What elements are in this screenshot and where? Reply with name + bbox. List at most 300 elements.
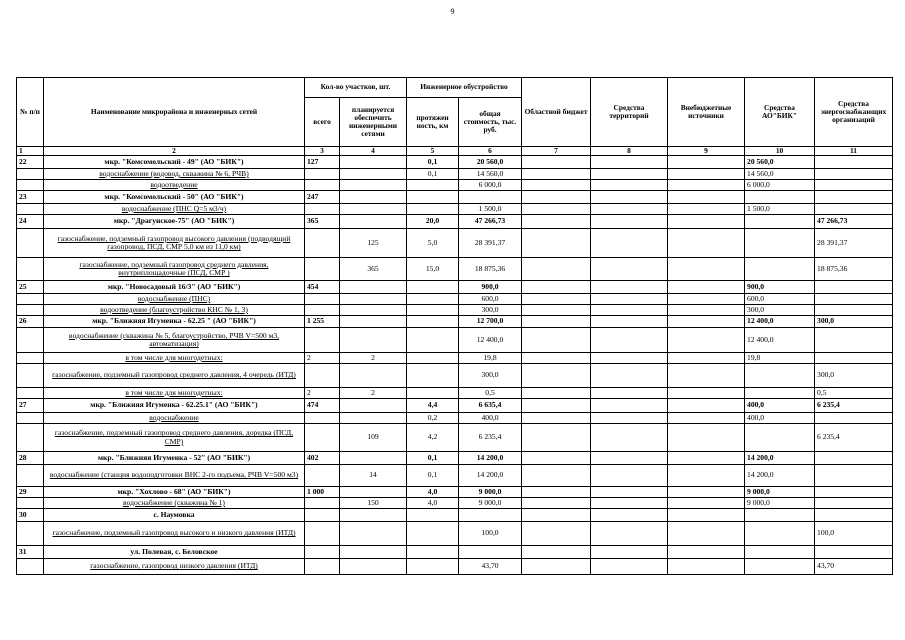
row-number xyxy=(17,328,44,353)
total-cost: 43,70 xyxy=(459,559,522,575)
bik-funds xyxy=(745,191,815,204)
length-km xyxy=(407,353,459,364)
sites-total xyxy=(305,424,340,452)
sites-planned: 2 xyxy=(340,353,407,364)
row-number xyxy=(17,465,44,487)
offbudget-funds xyxy=(668,229,745,258)
sites-total xyxy=(305,229,340,258)
row-number xyxy=(17,229,44,258)
header-regional-budget: Областной бюджет xyxy=(522,78,591,147)
offbudget-funds xyxy=(668,305,745,316)
total-cost: 18 875,36 xyxy=(459,258,522,281)
sites-planned xyxy=(340,180,407,191)
length-km: 4,0 xyxy=(407,487,459,498)
bik-funds xyxy=(745,522,815,546)
supplier-funds xyxy=(815,498,893,509)
bik-funds: 14 200,0 xyxy=(745,452,815,465)
offbudget-funds xyxy=(668,204,745,215)
row-name: газоснабжение, газопровод низкого давления (ИТД) xyxy=(44,559,305,575)
supplier-funds xyxy=(815,353,893,364)
district-row xyxy=(17,215,893,229)
row-number: 30 xyxy=(17,509,44,522)
offbudget-funds xyxy=(668,487,745,498)
sites-total xyxy=(305,522,340,546)
row-name: водоснабжение (ПНС) xyxy=(44,294,305,305)
column-numbers-row xyxy=(17,147,893,156)
row-number xyxy=(17,424,44,452)
offbudget-funds xyxy=(668,328,745,353)
supplier-funds: 300,0 xyxy=(815,364,893,388)
bik-funds: 14 200,0 xyxy=(745,465,815,487)
sites-planned xyxy=(340,509,407,522)
offbudget-funds xyxy=(668,399,745,413)
row-name: мкр. "Драгунское-75" (АО "БИК") xyxy=(44,215,305,229)
total-cost: 900,0 xyxy=(459,281,522,294)
offbudget-funds xyxy=(668,169,745,180)
offbudget-funds xyxy=(668,156,745,169)
regional-budget xyxy=(522,546,591,559)
total-cost: 6 000,0 xyxy=(459,180,522,191)
financing-table xyxy=(16,77,893,575)
bik-funds: 12 400,0 xyxy=(745,328,815,353)
row-name: газоснабжение, подземный газопровод среднего давления, доредка (ПСД, СМР) xyxy=(44,424,305,452)
bik-funds: 400,0 xyxy=(745,413,815,424)
length-km xyxy=(407,316,459,328)
offbudget-funds xyxy=(668,364,745,388)
column-number: 6 xyxy=(459,147,522,156)
length-km: 0,1 xyxy=(407,452,459,465)
supplier-funds: 28 391,37 xyxy=(815,229,893,258)
sites-total: 1 000 xyxy=(305,487,340,498)
row-name: в том числе для многодетных: xyxy=(44,353,305,364)
supplier-funds xyxy=(815,156,893,169)
sites-total: 454 xyxy=(305,281,340,294)
row-number: 27 xyxy=(17,399,44,413)
length-km: 4,4 xyxy=(407,399,459,413)
network-row xyxy=(17,169,893,180)
supplier-funds: 100,0 xyxy=(815,522,893,546)
row-number xyxy=(17,364,44,388)
row-number: 24 xyxy=(17,215,44,229)
network-row xyxy=(17,204,893,215)
row-number xyxy=(17,169,44,180)
territory-funds xyxy=(591,305,668,316)
district-row xyxy=(17,281,893,294)
total-cost: 19,8 xyxy=(459,353,522,364)
regional-budget xyxy=(522,498,591,509)
regional-budget xyxy=(522,180,591,191)
row-name: водоснабжение (ПНС Q=5 м3/ч) xyxy=(44,204,305,215)
territory-funds xyxy=(591,487,668,498)
supplier-funds xyxy=(815,546,893,559)
bik-funds xyxy=(745,509,815,522)
regional-budget xyxy=(522,388,591,399)
length-km: 4,2 xyxy=(407,424,459,452)
column-number: 10 xyxy=(745,147,815,156)
regional-budget xyxy=(522,281,591,294)
header-name: Наименование микрорайона и инженерных сетей xyxy=(44,78,305,147)
column-number: 7 xyxy=(522,147,591,156)
sites-total xyxy=(305,509,340,522)
length-km xyxy=(407,522,459,546)
row-name: водоснабжение (скважина № 1) xyxy=(44,498,305,509)
length-km xyxy=(407,180,459,191)
network-row xyxy=(17,305,893,316)
supplier-funds xyxy=(815,509,893,522)
column-number: 5 xyxy=(407,147,459,156)
total-cost: 100,0 xyxy=(459,522,522,546)
bik-funds: 9 000,0 xyxy=(745,498,815,509)
bik-funds: 19,8 xyxy=(745,353,815,364)
territory-funds xyxy=(591,498,668,509)
header-total-cost: общая стоимость, тыс. руб. xyxy=(459,98,522,147)
sites-planned: 125 xyxy=(340,229,407,258)
offbudget-funds xyxy=(668,191,745,204)
bik-funds xyxy=(745,215,815,229)
row-name: мкр. "Ближняя Игуменка - 62.25.1" (АО "БИК") xyxy=(44,399,305,413)
row-name: газоснабжение, подземный газопровод высокого и низкого давления (ИТД) xyxy=(44,522,305,546)
regional-budget xyxy=(522,229,591,258)
network-row xyxy=(17,465,893,487)
header-offbudget: Внебюджетные источники xyxy=(668,78,745,147)
supplier-funds: 47 266,73 xyxy=(815,215,893,229)
row-number: 25 xyxy=(17,281,44,294)
row-name: газоснабжение, подземный газопровод среднего давления, внутриплощадочные (ПСД, СМР ) xyxy=(44,258,305,281)
total-cost: 300,0 xyxy=(459,305,522,316)
regional-budget xyxy=(522,509,591,522)
header-supplier-funds: Средства энергоснабжающих организаций xyxy=(815,78,893,147)
length-km: 5,0 xyxy=(407,229,459,258)
sites-planned xyxy=(340,305,407,316)
network-row xyxy=(17,328,893,353)
territory-funds xyxy=(591,156,668,169)
length-km xyxy=(407,294,459,305)
offbudget-funds xyxy=(668,281,745,294)
supplier-funds xyxy=(815,413,893,424)
sites-total xyxy=(305,328,340,353)
territory-funds xyxy=(591,316,668,328)
territory-funds xyxy=(591,388,668,399)
territory-funds xyxy=(591,399,668,413)
length-km: 4,0 xyxy=(407,498,459,509)
regional-budget xyxy=(522,215,591,229)
territory-funds xyxy=(591,229,668,258)
length-km: 0,2 xyxy=(407,413,459,424)
supplier-funds xyxy=(815,204,893,215)
network-row xyxy=(17,559,893,575)
offbudget-funds xyxy=(668,215,745,229)
row-number xyxy=(17,353,44,364)
bik-funds xyxy=(745,388,815,399)
sites-planned: 109 xyxy=(340,424,407,452)
row-name: водоснабжение (скважина № 5, благоустройство, РЧВ V=500 м3, автоматизация) xyxy=(44,328,305,353)
regional-budget xyxy=(522,156,591,169)
territory-funds xyxy=(591,546,668,559)
header-engineering-group: Инженерное обустройство xyxy=(407,78,522,98)
table-body xyxy=(17,156,893,575)
network-row xyxy=(17,180,893,191)
total-cost: 300,0 xyxy=(459,364,522,388)
row-number xyxy=(17,258,44,281)
row-number xyxy=(17,413,44,424)
supplier-funds xyxy=(815,328,893,353)
offbudget-funds xyxy=(668,316,745,328)
bik-funds: 12 400,0 xyxy=(745,316,815,328)
sites-planned: 150 xyxy=(340,498,407,509)
territory-funds xyxy=(591,328,668,353)
header-bik-funds: Средства АО"БИК" xyxy=(745,78,815,147)
territory-funds xyxy=(591,191,668,204)
total-cost xyxy=(459,546,522,559)
sites-planned xyxy=(340,399,407,413)
territory-funds xyxy=(591,364,668,388)
total-cost xyxy=(459,509,522,522)
offbudget-funds xyxy=(668,465,745,487)
regional-budget xyxy=(522,169,591,180)
district-row xyxy=(17,156,893,169)
total-cost: 1 500,0 xyxy=(459,204,522,215)
territory-funds xyxy=(591,294,668,305)
offbudget-funds xyxy=(668,498,745,509)
row-name: водоотведение (благоустройство КНС № 1, 3) xyxy=(44,305,305,316)
sites-planned xyxy=(340,294,407,305)
length-km xyxy=(407,559,459,575)
row-number xyxy=(17,522,44,546)
territory-funds xyxy=(591,509,668,522)
bik-funds xyxy=(745,424,815,452)
sites-planned: 14 xyxy=(340,465,407,487)
supplier-funds xyxy=(815,294,893,305)
offbudget-funds xyxy=(668,353,745,364)
supplier-funds xyxy=(815,487,893,498)
sites-total xyxy=(305,258,340,281)
offbudget-funds xyxy=(668,559,745,575)
row-number xyxy=(17,294,44,305)
regional-budget xyxy=(522,465,591,487)
network-row xyxy=(17,424,893,452)
length-km xyxy=(407,191,459,204)
territory-funds xyxy=(591,215,668,229)
bik-funds xyxy=(745,546,815,559)
sites-planned xyxy=(340,204,407,215)
offbudget-funds xyxy=(668,546,745,559)
row-number xyxy=(17,305,44,316)
page-number: 9 xyxy=(450,7,455,16)
sites-total xyxy=(305,294,340,305)
supplier-funds: 43,70 xyxy=(815,559,893,575)
row-number: 22 xyxy=(17,156,44,169)
sites-planned xyxy=(340,191,407,204)
total-cost: 600,0 xyxy=(459,294,522,305)
regional-budget xyxy=(522,413,591,424)
row-number: 29 xyxy=(17,487,44,498)
sites-planned xyxy=(340,281,407,294)
supplier-funds xyxy=(815,281,893,294)
supplier-funds xyxy=(815,452,893,465)
total-cost: 0,5 xyxy=(459,388,522,399)
regional-budget xyxy=(522,452,591,465)
regional-budget xyxy=(522,258,591,281)
network-row xyxy=(17,258,893,281)
total-cost: 9 000,0 xyxy=(459,487,522,498)
network-row xyxy=(17,294,893,305)
district-row xyxy=(17,509,893,522)
regional-budget xyxy=(522,522,591,546)
supplier-funds xyxy=(815,180,893,191)
sites-planned xyxy=(340,546,407,559)
network-row xyxy=(17,364,893,388)
bik-funds xyxy=(745,229,815,258)
offbudget-funds xyxy=(668,424,745,452)
regional-budget xyxy=(522,305,591,316)
offbudget-funds xyxy=(668,452,745,465)
sites-total: 474 xyxy=(305,399,340,413)
regional-budget xyxy=(522,316,591,328)
bik-funds xyxy=(745,258,815,281)
network-row xyxy=(17,413,893,424)
bik-funds: 600,0 xyxy=(745,294,815,305)
territory-funds xyxy=(591,465,668,487)
sites-total xyxy=(305,204,340,215)
total-cost: 47 266,73 xyxy=(459,215,522,229)
district-row xyxy=(17,487,893,498)
header-territory-funds: Средства территорий xyxy=(591,78,668,147)
supplier-funds: 18 875,36 xyxy=(815,258,893,281)
district-row xyxy=(17,452,893,465)
district-row xyxy=(17,316,893,328)
row-name: мкр. "Ближняя Игуменка - 52" (АО "БИК") xyxy=(44,452,305,465)
row-number xyxy=(17,559,44,575)
sites-total xyxy=(305,169,340,180)
territory-funds xyxy=(591,522,668,546)
total-cost: 9 000,0 xyxy=(459,498,522,509)
sites-total xyxy=(305,498,340,509)
bik-funds: 400,0 xyxy=(745,399,815,413)
regional-budget xyxy=(522,294,591,305)
territory-funds xyxy=(591,281,668,294)
row-number: 23 xyxy=(17,191,44,204)
length-km: 0,1 xyxy=(407,156,459,169)
sites-total xyxy=(305,180,340,191)
total-cost: 14 200,0 xyxy=(459,452,522,465)
sites-planned: 2 xyxy=(340,388,407,399)
bik-funds: 14 560,0 xyxy=(745,169,815,180)
row-number: 26 xyxy=(17,316,44,328)
sites-total: 127 xyxy=(305,156,340,169)
bik-funds xyxy=(745,364,815,388)
column-number: 2 xyxy=(44,147,305,156)
offbudget-funds xyxy=(668,388,745,399)
row-name: водоснабжение (водовод, скважина № 6, РЧВ) xyxy=(44,169,305,180)
column-number: 4 xyxy=(340,147,407,156)
sites-planned xyxy=(340,215,407,229)
regional-budget xyxy=(522,487,591,498)
bik-funds: 9 000,0 xyxy=(745,487,815,498)
network-row xyxy=(17,388,893,399)
regional-budget xyxy=(522,559,591,575)
length-km xyxy=(407,364,459,388)
sites-planned xyxy=(340,364,407,388)
length-km: 15,0 xyxy=(407,258,459,281)
sites-planned xyxy=(340,316,407,328)
row-name: мкр. "Хохлово - 68" (АО "БИК") xyxy=(44,487,305,498)
total-cost: 14 200,0 xyxy=(459,465,522,487)
sites-total xyxy=(305,559,340,575)
regional-budget xyxy=(522,424,591,452)
row-name: газоснабжение, подземный газопровод среднего давления, 4 очередь (ИТД) xyxy=(44,364,305,388)
total-cost xyxy=(459,191,522,204)
length-km xyxy=(407,388,459,399)
row-number xyxy=(17,180,44,191)
sites-total: 247 xyxy=(305,191,340,204)
offbudget-funds xyxy=(668,294,745,305)
header-num: № п/п xyxy=(17,78,44,147)
network-row xyxy=(17,498,893,509)
row-number xyxy=(17,388,44,399)
bik-funds: 6 000,0 xyxy=(745,180,815,191)
total-cost: 400,0 xyxy=(459,413,522,424)
supplier-funds xyxy=(815,305,893,316)
regional-budget xyxy=(522,364,591,388)
total-cost: 14 560,0 xyxy=(459,169,522,180)
sites-planned xyxy=(340,522,407,546)
sites-total: 1 255 xyxy=(305,316,340,328)
header-sites-group: Кол-во участков, шт. xyxy=(305,78,407,98)
sites-total xyxy=(305,364,340,388)
territory-funds xyxy=(591,258,668,281)
sites-planned xyxy=(340,559,407,575)
offbudget-funds xyxy=(668,413,745,424)
sites-total: 402 xyxy=(305,452,340,465)
sites-total xyxy=(305,413,340,424)
sites-total xyxy=(305,465,340,487)
bik-funds: 20 560,0 xyxy=(745,156,815,169)
territory-funds xyxy=(591,180,668,191)
sites-planned: 365 xyxy=(340,258,407,281)
column-number: 1 xyxy=(17,147,44,156)
offbudget-funds xyxy=(668,522,745,546)
supplier-funds xyxy=(815,191,893,204)
territory-funds xyxy=(591,424,668,452)
regional-budget xyxy=(522,204,591,215)
offbudget-funds xyxy=(668,180,745,191)
row-name: с. Наумовка xyxy=(44,509,305,522)
row-name: мкр. "Новосадовый 16/3" (АО "БИК") xyxy=(44,281,305,294)
supplier-funds: 0,5 xyxy=(815,388,893,399)
length-km: 0,1 xyxy=(407,169,459,180)
territory-funds xyxy=(591,353,668,364)
district-row xyxy=(17,399,893,413)
column-number: 8 xyxy=(591,147,668,156)
bik-funds: 900,0 xyxy=(745,281,815,294)
sites-total xyxy=(305,546,340,559)
row-name: мкр. "Ближняя Игуменка - 62.25 " (АО "БИК") xyxy=(44,316,305,328)
sites-planned xyxy=(340,487,407,498)
bik-funds xyxy=(745,559,815,575)
row-name: водоснабжение (станция водоподготовки ВНС 2-го подъема, РЧВ V=500 м3) xyxy=(44,465,305,487)
sites-total: 2 xyxy=(305,388,340,399)
territory-funds xyxy=(591,169,668,180)
row-number xyxy=(17,204,44,215)
row-name: мкр. "Комсомольский - 49" (АО "БИК") xyxy=(44,156,305,169)
territory-funds xyxy=(591,452,668,465)
offbudget-funds xyxy=(668,509,745,522)
length-km xyxy=(407,305,459,316)
regional-budget xyxy=(522,328,591,353)
row-number xyxy=(17,498,44,509)
row-name: водоотведение xyxy=(44,180,305,191)
district-row xyxy=(17,191,893,204)
